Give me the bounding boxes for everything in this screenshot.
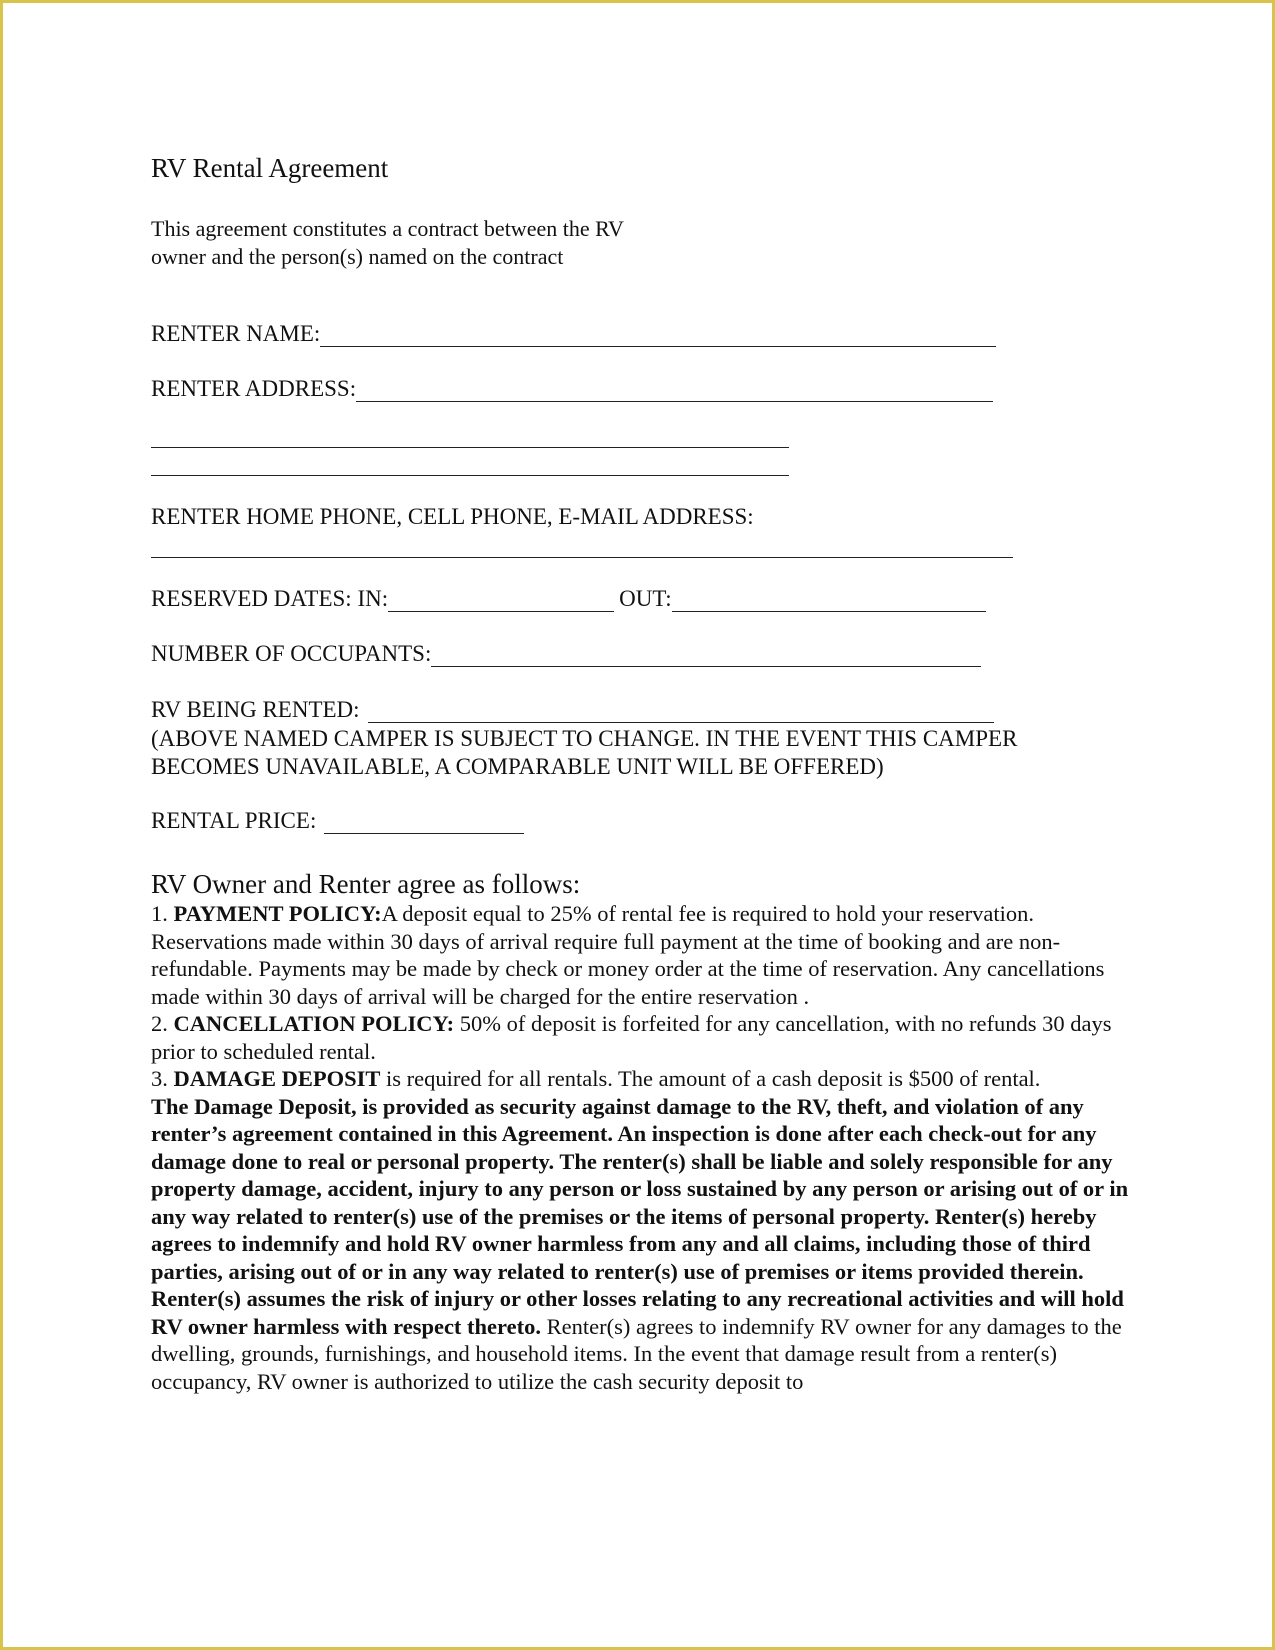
intro-line-1: This agreement constitutes a contract between the RV [151, 216, 624, 241]
occupants-blank[interactable] [431, 646, 981, 667]
payment-policy-clause: 1. PAYMENT POLICY:A deposit equal to 25% of rental fee is required to hold your reservation. Reservations made within 30 days of arrival require full payment at the time of booking and are non-refundable. Payments may be made by check or money order at the time of reservation. Any cancellations made within 30 days of arrival will be charged for the entire reservation . [151, 901, 1105, 1009]
cancellation-policy-clause: 2. CANCELLATION POLICY: 50% of deposit is forfeited for any cancellation, with no refunds 30 days prior to scheduled rental. [151, 1011, 1112, 1064]
renter-name-label: RENTER NAME: [151, 321, 321, 346]
damage-deposit-clause: 3. DAMAGE DEPOSIT is required for all rentals. The amount of a cash deposit is $500 of rental. [151, 1066, 1041, 1091]
damage-deposit-label: DAMAGE DEPOSIT [173, 1066, 381, 1091]
renter-contact-label: RENTER HOME PHONE, CELL PHONE, E-MAIL ADDRESS: [151, 504, 754, 529]
reserved-dates-field [151, 586, 986, 612]
payment-policy-label: PAYMENT POLICY: [173, 901, 382, 926]
intro-paragraph [151, 215, 624, 271]
renter-address-field [151, 376, 993, 402]
damage-deposit-bold-terms: The Damage Deposit, is provided as security against damage to the RV, theft, and violation of any renter’s agreement contained in this Agreement. An inspection is done after each check-out for any damage done to real or personal property. The renter(s) shall be liable and solely responsible for any property damage, accident, injury to any person or loss sustained by any person or arising out of or in any way related to renter(s) use of the premises or the items of personal property. Renter(s) hereby agrees to indemnify and hold RV owner harmless from any and all claims, including those of third parties, arising out of or in any way related to renter(s) use of premises or items provided therein. Renter(s) assumes the risk of injury or other losses relating to any recreational activities and will hold RV owner harmless with respect thereto. [151, 1093, 1129, 1339]
renter-address-blank-2[interactable] [151, 447, 789, 448]
terms-body [151, 900, 1136, 1395]
damage-deposit-indemnify-text: Renter(s) agrees to indemnify RV owner for any damages to the dwelling, grounds, furnishings, and household items. In the event that damage result from a renter(s) occupancy, RV owner is authorized to utilize the cash security deposit to [151, 1313, 1122, 1394]
document-title: RV Rental Agreement [151, 153, 389, 183]
damage-deposit-text: is required for all rentals. The amount of a cash deposit is $500 of rental. [380, 1066, 1041, 1091]
rv-rented-label: RV BEING RENTED: [151, 697, 360, 722]
occupants-label: NUMBER OF OCCUPANTS: [151, 641, 432, 666]
renter-contact-blank[interactable] [151, 557, 1013, 558]
agreement-heading: RV Owner and Renter agree as follows: [151, 869, 581, 899]
note-line-2: BECOMES UNAVAILABLE, A COMPARABLE UNIT WILL BE OFFERED) [151, 754, 884, 779]
renter-address-blank[interactable] [356, 381, 993, 402]
renter-address-label: RENTER ADDRESS: [151, 376, 357, 401]
reserved-in-label: RESERVED DATES: IN: [151, 586, 389, 611]
renter-name-field [151, 321, 996, 347]
occupants-field [151, 641, 981, 667]
rental-price-label: RENTAL PRICE: [151, 808, 317, 833]
document-page [3, 3, 1272, 1647]
renter-address-blank-3[interactable] [151, 475, 789, 476]
cancellation-policy-text: 50% of deposit is forfeited for any cancellation, with no refunds 30 days prior to scheduled rental. [151, 1011, 1112, 1064]
renter-contact-field [151, 504, 754, 530]
camper-change-note [151, 725, 1017, 781]
rv-rented-blank[interactable] [368, 702, 994, 723]
intro-line-2: owner and the person(s) named on the contract [151, 244, 564, 269]
note-line-1: (ABOVE NAMED CAMPER IS SUBJECT TO CHANGE. IN THE EVENT THIS CAMPER [151, 726, 1018, 751]
rental-price-blank[interactable] [324, 813, 524, 834]
reserved-out-blank[interactable] [672, 591, 986, 612]
reserved-in-blank[interactable] [388, 591, 614, 612]
reserved-out-label: OUT: [619, 586, 672, 611]
cancellation-policy-label: CANCELLATION POLICY: [173, 1011, 455, 1036]
payment-policy-text: A deposit equal to 25% of rental fee is required to hold your reservation. Reservations made within 30 days of arrival require full payment at the time of booking and are non-refundable. Payments may be made by check or money order at the time of reservation. Any cancellations made within 30 days of arrival will be charged for the entire reservation . [151, 901, 1105, 1009]
rv-rented-field [151, 697, 994, 723]
renter-name-blank[interactable] [320, 326, 996, 347]
damage-deposit-terms [151, 1093, 1136, 1396]
rental-price-field [151, 808, 524, 834]
